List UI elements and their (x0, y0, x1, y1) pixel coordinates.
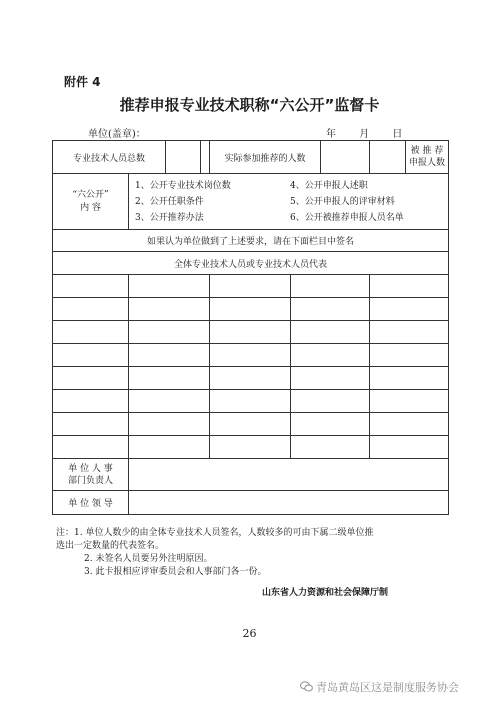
signature-cell[interactable] (53, 321, 129, 344)
unit-leader-row (53, 491, 449, 515)
signature-row (53, 413, 449, 436)
signature-cell[interactable] (210, 275, 291, 298)
signature-cell[interactable] (210, 436, 291, 459)
issuer: 山东省人力资源和社会保障厅制 (262, 588, 389, 598)
page-number: 26 (242, 627, 257, 640)
nominees-label-line2: 申报人数 (408, 158, 445, 168)
signature-cell[interactable] (370, 436, 449, 459)
signature-cell[interactable] (129, 275, 210, 298)
signature-cell[interactable] (291, 413, 370, 436)
date-line (326, 125, 402, 140)
hr-head-row (53, 459, 449, 491)
signature-cell[interactable] (210, 344, 291, 367)
six-publics-row (53, 174, 449, 230)
signature-cell[interactable] (291, 344, 370, 367)
signature-row (53, 436, 449, 459)
note-2: 2. 未签名人员要另外注明原因。 (84, 554, 213, 564)
signature-row (53, 390, 449, 413)
six-publics-item-5: 5、公开申报人的评审材料 (290, 196, 395, 207)
all-staff-header: 全体专业技术人员或专业技术人员代表 (53, 252, 449, 275)
counts-row (53, 141, 449, 174)
signature-cell[interactable] (210, 413, 291, 436)
six-publics-label-line1: “六公开” (72, 189, 109, 200)
signature-cell[interactable] (210, 367, 291, 390)
signature-cell[interactable] (53, 275, 129, 298)
note-3: 3. 此卡报相应评审委员会和人事部门各一份。 (84, 567, 267, 577)
watermark (300, 679, 459, 695)
six-publics-item-3: 3、公开推荐办法 (135, 212, 204, 223)
all-staff-header-row (53, 252, 449, 275)
signature-cell[interactable] (370, 413, 449, 436)
hr-head-label-line1: 单 位 人 事 (68, 463, 113, 474)
unit-seal-label: 单位(盖章)： (88, 129, 146, 140)
hr-head-label-cell (53, 459, 129, 491)
six-publics-item-6: 6、公开被推荐申报人员名单 (290, 212, 404, 223)
watermark-text: 青岛黄岛区这是制度服务协会 (316, 681, 459, 694)
signature-cell[interactable] (291, 275, 370, 298)
signature-cell[interactable] (53, 390, 129, 413)
signature-cell[interactable] (129, 367, 210, 390)
signature-cell[interactable] (53, 298, 129, 321)
wechat-icon (300, 681, 313, 692)
six-publics-items-cell (129, 174, 449, 230)
actual-participants-value[interactable] (321, 141, 369, 173)
six-publics-item-1: 1、公开专业技术岗位数 (135, 180, 231, 191)
signature-cell[interactable] (291, 436, 370, 459)
sign-instruction: 如果认为单位做到了上述要求，请在下面栏目中签名 (53, 230, 449, 252)
signature-cell[interactable] (129, 344, 210, 367)
staff-total-value[interactable] (166, 141, 201, 173)
hr-head-signature[interactable] (129, 459, 449, 491)
six-publics-label-cell (53, 174, 129, 230)
six-publics-item-2: 2、公开任职条件 (135, 196, 204, 207)
signature-cell[interactable] (53, 413, 129, 436)
signature-cell[interactable] (210, 390, 291, 413)
supervision-card-table (52, 140, 449, 515)
page-title: 推荐申报专业技术职称“六公开”监督卡 (119, 96, 380, 114)
attachment-label: 附件 4 (64, 75, 101, 89)
signature-cell[interactable] (291, 321, 370, 344)
signature-cell[interactable] (129, 413, 210, 436)
signature-cell[interactable] (370, 390, 449, 413)
signature-cell[interactable] (53, 436, 129, 459)
signature-cell[interactable] (370, 275, 449, 298)
signature-cell[interactable] (210, 321, 291, 344)
sign-instruction-row (53, 230, 449, 252)
notes (56, 527, 456, 579)
signature-cell[interactable] (291, 367, 370, 390)
signature-cell[interactable] (210, 298, 291, 321)
signature-cell[interactable] (291, 390, 370, 413)
six-publics-label-line2: 内 容 (80, 202, 101, 213)
signature-cell[interactable] (291, 298, 370, 321)
staff-total-label: 专业技术人员总数 (53, 141, 166, 173)
month-label: 月 (359, 129, 370, 140)
actual-participants-cell (210, 141, 370, 174)
signature-cell[interactable] (370, 367, 449, 390)
signature-row (53, 367, 449, 390)
signature-row (53, 321, 449, 344)
signature-cell[interactable] (370, 298, 449, 321)
unit-leader-signature[interactable] (129, 491, 449, 515)
actual-participants-label: 实际参加推荐的人数 (210, 141, 321, 173)
signature-row (53, 275, 449, 298)
signature-cell[interactable] (129, 436, 210, 459)
nominees-value-left[interactable] (370, 141, 406, 173)
staff-total-cell (53, 141, 210, 174)
day-label: 日 (392, 129, 403, 140)
nominees-cell (370, 141, 449, 174)
hr-head-label-line2: 部门负责人 (67, 475, 113, 486)
signature-cell[interactable] (129, 321, 210, 344)
signature-row (53, 298, 449, 321)
year-label: 年 (326, 129, 336, 140)
note-1a: 注：1. 单位人数少的由全体专业技术人员签名，人数较多的可由下属二级单位推 (56, 528, 374, 538)
signature-cell[interactable] (370, 344, 449, 367)
signature-cell[interactable] (129, 390, 210, 413)
unit-leader-label: 单 位 领 导 (53, 491, 129, 515)
signature-cell[interactable] (370, 321, 449, 344)
nominees-label-line1: 被 推 荐 (410, 146, 444, 156)
note-1b: 选出一定数量的代表签名。 (56, 541, 165, 551)
signature-cell[interactable] (53, 367, 129, 390)
six-publics-item-4: 4、公开申报人述职 (290, 180, 368, 191)
signature-row (53, 344, 449, 367)
signature-cell[interactable] (53, 344, 129, 367)
signature-cell[interactable] (129, 298, 210, 321)
